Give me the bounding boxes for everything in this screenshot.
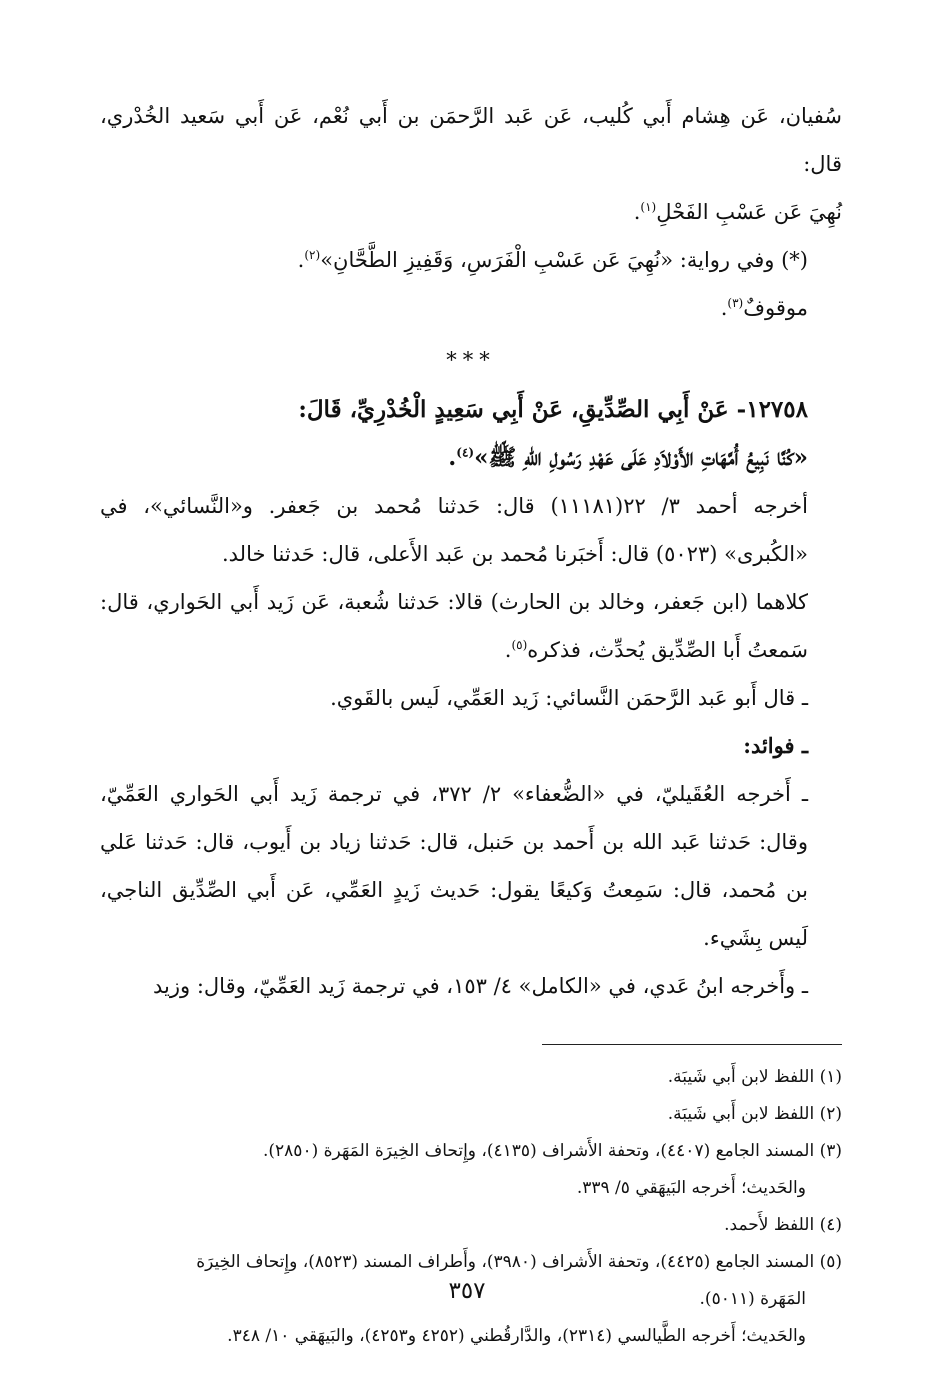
- footnote-ref-2[interactable]: (٢): [304, 248, 321, 262]
- footnote-3: (٣) المسند الجامع (٤٤٠٧)، وتحفة الأَشراف (٤١٣٥)، وإِتحاف الخِيرَة المَهَرة (٢٨٥٠).: [263, 1141, 842, 1161]
- mawquf-label: موقوفٌ: [743, 296, 808, 320]
- page: [100, 92, 842, 1355]
- footnote-ref-4[interactable]: (٤): [456, 445, 475, 460]
- variant-narration: (*) وفي رواية: «نُهِيَ عَن عَسْبِ الْفَرَسِ، وَقَفِيزِ الطَّحَّانِ»: [320, 248, 808, 272]
- footnote-5-hadith: والحَديث؛ أَخرجه الطَّيالسي (٢٣١٤)، والدَّارقُطني (٤٢٥٢ و٤٢٥٣)، والبَيهَقي ١٠/ ٣٤٨.: [227, 1326, 806, 1346]
- fawaid-heading: ـ فوائد:: [743, 733, 808, 758]
- main-text: [100, 92, 842, 1010]
- matn-text: نُهِيَ عَن عَسْبِ الفَحْلِ: [656, 200, 842, 224]
- paragraph-nasai: ـ قال أَبو عَبد الرَّحمَن النَّسائي: زَيد العَمِّي، لَيس بالقَوي.: [330, 686, 808, 710]
- footnote-4: (٤) اللفظ لأَحمد.: [724, 1215, 842, 1235]
- paragraph-uqayli: ـ أَخرجه العُقَيليّ، في «الضُّعفاء» ٢/ ٣٧٢، في ترجمة زَيد أَبي الحَواري العَمِّيّ، وقال: حَدثنا عَبد الله بن أَحمد بن حَنبل، قال: حَدثنا زياد بن أَيوب، قال: حَدثنا عَلي بن مُحمد، قال: سَمِعتُ وَكيعًا يقول: حَديث زَيدٍ العَمِّي، عَن أَبي الصِّدِّيق الناجي، لَيس بِشَيء.: [100, 782, 808, 950]
- isnad-text: سُفيان، عَن هِشام أَبي كُليب، عَن عَبد الرَّحمَن بن أَبي نُعْم، عَن أَبي سَعيد الخُدْري، قال:: [100, 104, 842, 176]
- footnote-3-continued: والحَديث؛ أَخرجه البَيهَقي ٥/ ٣٣٩.: [576, 1178, 806, 1198]
- paragraph-2: نُهِيَ عَن عَسْبِ الفَحْلِ$^{(١)}$.: [633, 200, 842, 224]
- page-number: ٣٥٧: [448, 1278, 486, 1304]
- footnote-ref-5[interactable]: (٥): [511, 638, 528, 652]
- section-separator: ***: [446, 348, 496, 372]
- footnote-2: (٢) اللفظ لابن أَبي شَيبَة.: [667, 1104, 842, 1124]
- hadith-matn: «كُنَّا نَبِيعُ أُمَّهَاتِ الأَوْلاَدِ عَلَى عَهْدِ رَسُولِ اللهِ ﷺ»$^{(٤)}$.: [448, 444, 808, 471]
- footnote-5-continued: المَهَرة (٥٠١١).: [699, 1289, 806, 1309]
- footnote-5: (٥) المسند الجامع (٤٤٢٥)، وتحفة الأَشراف (٣٩٨٠)، وأَطراف المسند (٨٥٢٣)، وإِتحاف الخِيرَة: [196, 1252, 842, 1272]
- footnote-ref-3[interactable]: (٣): [727, 296, 744, 310]
- paragraph-ibn-adi: ـ وأَخرجه ابنُ عَدي، في «الكامل» ٤/ ١٥٣، في ترجمة زَيد العَمِّيّ، وقال: وزيد: [153, 974, 808, 998]
- paragraph-4: موقوفٌ$^{(٣)}$.: [720, 296, 808, 320]
- footnote-divider: [542, 1044, 842, 1045]
- paragraph-takhrij: أخرجه أحمد ٣/ ٢٢(١١١٨١) قال: حَدثنا مُحمد بن جَعفر. و«النَّسائي»، في «الكُبرى» (٥٠٢٣) قال: أَخبَرنا مُحمد بن عَبد الأَعلى، قال: حَدثنا خالد.: [100, 494, 808, 566]
- footnotes: [100, 1059, 842, 1355]
- hadith-heading: ١٢٧٥٨- عَنْ أَبِي الصِّدِّيقِ، عَنْ أَبِي سَعِيدٍ الْخُدْرِيِّ، قَالَ:: [298, 396, 808, 423]
- paragraph-1: [100, 92, 842, 188]
- paragraph-kilahuma: كلاهما (ابن جَعفر، وخالد بن الحارث) قالا: حَدثنا شُعبة، عَن زَيد أَبي الحَواري، قال: سَمعتُ أَبا الصِّدِّيق يُحدِّث، فذكره$^{(٥)}$.: [100, 590, 808, 662]
- footnote-ref-1[interactable]: (١): [640, 200, 657, 214]
- footnote-1: (١) اللفظ لابن أَبي شَيبَة.: [667, 1067, 842, 1087]
- paragraph-3: (*) وفي رواية: «نُهِيَ عَن عَسْبِ الْفَرَسِ، وَقَفِيزِ الطَّحَّانِ»$^{(٢)}$.: [297, 248, 808, 272]
